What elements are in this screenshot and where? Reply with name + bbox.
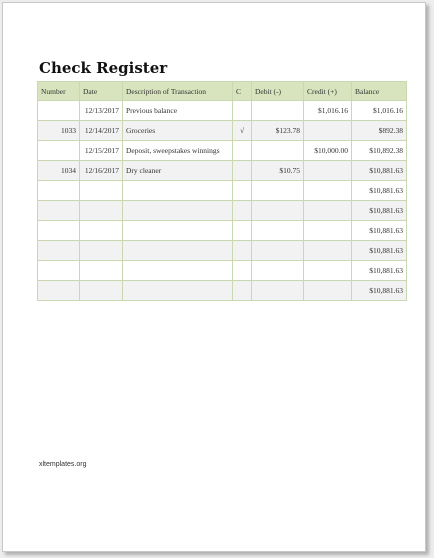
document-page (2, 2, 426, 552)
cell-date (80, 221, 123, 241)
cell-credit (304, 221, 352, 241)
table-row (38, 161, 407, 181)
cell-cleared (233, 101, 252, 121)
cell-balance: $892.38 (352, 121, 407, 141)
cell-number (38, 221, 80, 241)
cell-date: 12/16/2017 (80, 161, 123, 181)
cell-date: 12/14/2017 (80, 121, 123, 141)
table-row (38, 101, 407, 121)
cell-number: 1034 (38, 161, 80, 181)
header-balance: Balance (352, 82, 407, 101)
table-row (38, 181, 407, 201)
cell-balance: $10,892.38 (352, 141, 407, 161)
check-register-table (37, 81, 407, 301)
cell-description (123, 241, 233, 261)
cell-description: Dry cleaner (123, 161, 233, 181)
header-credit: Credit (+) (304, 82, 352, 101)
cell-balance: $10,881.63 (352, 241, 407, 261)
cell-credit (304, 281, 352, 301)
table-row (38, 121, 407, 141)
cell-number (38, 101, 80, 121)
cell-credit (304, 181, 352, 201)
cell-number (38, 281, 80, 301)
footer-source-text: xltemplates.org (39, 461, 87, 468)
cell-number (38, 181, 80, 201)
header-description: Description of Transaction (123, 82, 233, 101)
cell-number: 1033 (38, 121, 80, 141)
cell-date (80, 241, 123, 261)
cell-debit (252, 281, 304, 301)
cell-balance: $10,881.63 (352, 181, 407, 201)
cell-balance: $1,016.16 (352, 101, 407, 121)
table-row (38, 261, 407, 281)
cell-balance: $10,881.63 (352, 281, 407, 301)
cell-credit (304, 121, 352, 141)
cell-cleared (233, 241, 252, 261)
cell-credit (304, 261, 352, 281)
cell-debit (252, 101, 304, 121)
cell-number (38, 241, 80, 261)
cell-description: Previous balance (123, 101, 233, 121)
cell-debit (252, 261, 304, 281)
table-row (38, 221, 407, 241)
cell-date (80, 181, 123, 201)
cell-debit (252, 181, 304, 201)
cell-debit: $123.78 (252, 121, 304, 141)
cell-credit (304, 201, 352, 221)
cell-description (123, 221, 233, 241)
header-debit: Debit (-) (252, 82, 304, 101)
table-row (38, 281, 407, 301)
cell-description: Groceries (123, 121, 233, 141)
table-row (38, 241, 407, 261)
cell-credit: $10,000.00 (304, 141, 352, 161)
cell-balance: $10,881.63 (352, 261, 407, 281)
cell-description (123, 261, 233, 281)
cell-date: 12/15/2017 (80, 141, 123, 161)
cell-debit (252, 241, 304, 261)
cell-number (38, 261, 80, 281)
header-number: Number (38, 82, 80, 101)
cell-credit (304, 241, 352, 261)
cell-description (123, 181, 233, 201)
cell-number (38, 141, 80, 161)
cell-cleared (233, 201, 252, 221)
cell-cleared (233, 221, 252, 241)
cell-balance: $10,881.63 (352, 161, 407, 181)
cell-date (80, 201, 123, 221)
cell-number (38, 201, 80, 221)
cell-balance: $10,881.63 (352, 201, 407, 221)
cell-description (123, 281, 233, 301)
cell-description (123, 201, 233, 221)
cell-debit (252, 201, 304, 221)
cell-debit (252, 141, 304, 161)
cell-date: 12/13/2017 (80, 101, 123, 121)
cell-debit (252, 221, 304, 241)
cell-cleared (233, 141, 252, 161)
cell-credit: $1,016.16 (304, 101, 352, 121)
cell-cleared (233, 181, 252, 201)
table-row (38, 141, 407, 161)
cell-date (80, 261, 123, 281)
cell-debit: $10.75 (252, 161, 304, 181)
header-date: Date (80, 82, 123, 101)
cell-cleared: √ (233, 121, 252, 141)
header-cleared: C (233, 82, 252, 101)
cell-balance: $10,881.63 (352, 221, 407, 241)
cell-cleared (233, 161, 252, 181)
header-row (38, 82, 407, 101)
page-title: Check Register (39, 59, 168, 77)
cell-credit (304, 161, 352, 181)
cell-description: Deposit, sweepstakes winnings (123, 141, 233, 161)
cell-cleared (233, 281, 252, 301)
table-row (38, 201, 407, 221)
cell-date (80, 281, 123, 301)
cell-cleared (233, 261, 252, 281)
